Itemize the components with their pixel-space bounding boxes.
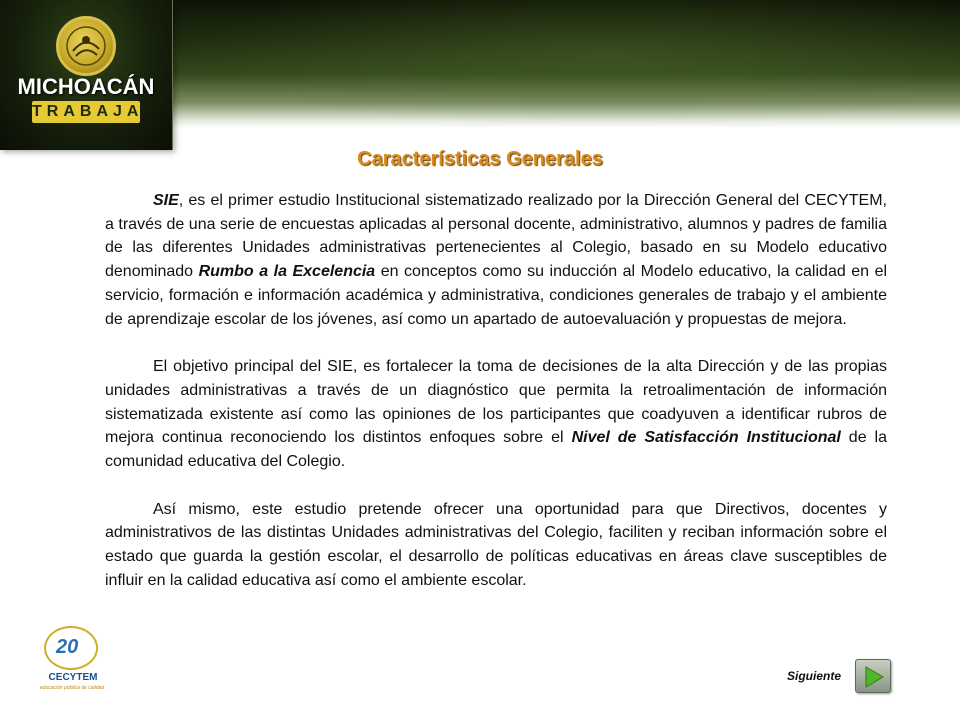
rumbo-excelencia-emphasis: Rumbo a la Excelencia — [198, 263, 376, 281]
next-label[interactable]: Siguiente — [787, 669, 842, 683]
body-text — [105, 189, 887, 593]
cecytem-tagline: educación pública de calidad — [39, 685, 105, 691]
logo-title: MICHOACÁN — [17, 74, 155, 99]
cecytem-logo — [36, 626, 108, 694]
play-arrow-icon — [864, 666, 884, 688]
paragraph-3-text: Así mismo, este estudio pretende ofrecer una oportunidad para que Directivos, docentes y administrativos de las distintas Unidades administrativas del Colegio, faciliten y reciban información sobre el estado que guarda la gestión escolar, el desarrollo de políticas educativas en áreas clave susceptibles de influir en la calidad educativa así como el ambiente escolar. — [105, 500, 887, 589]
paragraph-1-text-b: en conceptos como su inducción al Modelo educativo, la calidad en el servicio, formación e información académica y administrativa, condiciones generales de trabajo y el ambiente de aprendizaje escolar de los jóvenes, así como un apartado de autoevaluación y propuestas de mejora. — [105, 263, 888, 328]
cecytem-name: CECYTEM — [48, 672, 98, 683]
next-button[interactable] — [855, 659, 891, 693]
paragraph-2-text-b: de la comunidad educativa del Colegio. — [105, 429, 888, 471]
page-title: Características Generales — [357, 148, 603, 170]
logo-subtitle: TRABAJA — [32, 101, 140, 123]
paragraph-1-text-a: , es el primer estudio Institucional sistematizado realizado por la Dirección General del CECYTEM, a través de una serie de encuestas aplicadas al personal docente, administrativo, alumnos y padres de familia de las diferentes Unidades administrativas pertenecientes al Colegio, basado en su Modelo educativo denominado — [105, 192, 887, 281]
state-emblem-icon — [56, 16, 116, 76]
paragraph-3 — [105, 498, 887, 593]
sie-lead: SIE — [153, 192, 179, 209]
michoacan-trabaja-logo — [0, 0, 173, 150]
paragraph-1 — [105, 189, 887, 331]
nivel-satisfaccion-emphasis: Nivel de Satisfacción Institucional — [571, 429, 841, 447]
paragraph-2 — [105, 355, 887, 474]
paragraph-2-text-a: El objetivo principal del SIE, es fortalecer la toma de decisiones de la alta Dirección y de las propias unidades administrativas a través de un diagnóstico que permita la retroalimentación de información sistematizada existente así como las opiniones de los participantes que coadyuven a identificar rubros de mejora continua reconociendo los distintos enfoques sobre el — [105, 358, 887, 447]
anniversary-number: 20 — [56, 636, 79, 658]
